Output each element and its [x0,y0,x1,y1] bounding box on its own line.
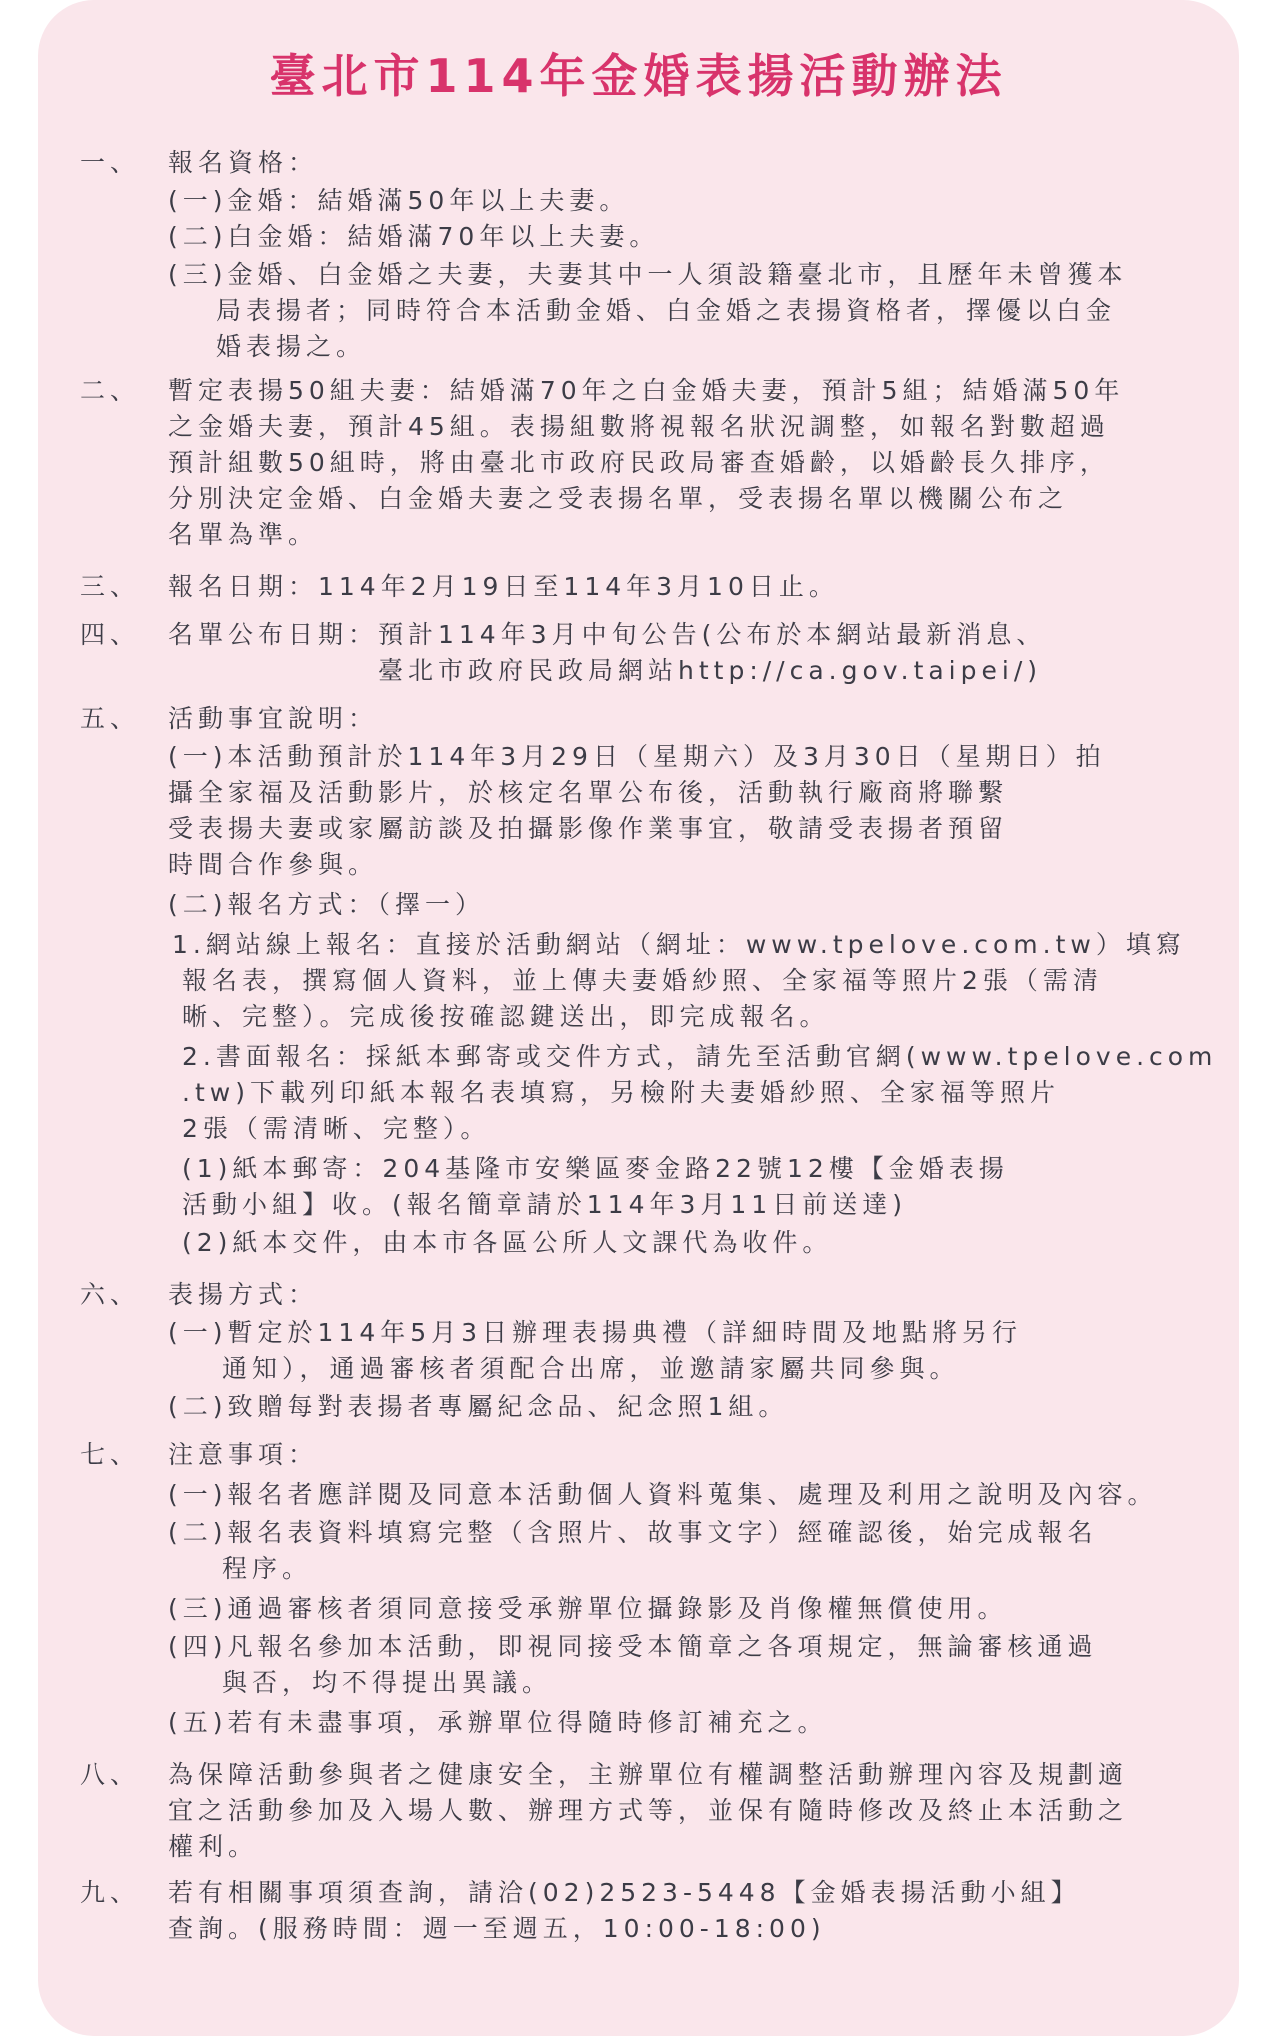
online-registration-line-3: 晰、完整）。完成後按確認鍵送出，即完成報名。 [182,1002,830,1031]
section-5-item-1-line-4: 時間合作參與。 [168,850,379,879]
announcement-date: 名單公布日期：預計114年3月中旬公告(公布於本網站最新消息、 [168,620,1047,649]
registration-dates: 報名日期：114年2月19日至114年3月10日止。 [168,572,839,601]
section-3-number: 三、 [80,572,141,601]
paper-registration-line-3: 2張（需清晰、完整）。 [182,1114,491,1143]
section-1-item-3-line-3: 婚表揚之。 [216,332,367,361]
document-body [38,0,1239,2036]
section-7-item-3: (三)通過審核者須同意接受承辦單位攝錄影及肖像權無償使用。 [168,1594,1008,1623]
section-6-item-2: (二)致贈每對表揚者專屬紀念品、紀念照1組。 [168,1392,789,1421]
section-2-line-4: 分別決定金婚、白金婚夫妻之受表揚名單，受表揚名單以機關公布之 [168,484,1069,513]
page-title: 臺北市114年金婚表揚活動辦法 [269,49,1008,103]
mail-submission: (1)紙本郵寄：204基隆市安樂區麥金路22號12樓【金婚表揚 [182,1154,1009,1183]
section-7-item-5: (五)若有未盡事項，承辦單位得隨時修訂補充之。 [168,1708,828,1737]
section-5-item-1-line-3: 受表揚夫妻或家屬訪談及拍攝影像作業事宜，敬請受表揚者預留 [168,814,1009,843]
online-registration: 1.網站線上報名：直接於活動網站（網址：www.tpelove.com.tw）填寫 [172,930,1186,959]
section-6-number: 六、 [80,1280,141,1309]
section-2-line-5: 名單為準。 [168,520,319,549]
section-7-number: 七、 [80,1440,141,1469]
announcement-website: 臺北市政府民政局網站http://ca.gov.taipei/) [378,656,1043,685]
section-2-line-2: 之金婚夫妻，預計45組。表揚組數將視報名狀況調整，如報名對數超過 [168,412,1110,441]
section-9-number: 九、 [80,1878,141,1907]
in-person-submission: (2)紙本交件，由本市各區公所人文課代為收件。 [182,1228,833,1257]
section-7-item-2-line-2: 程序。 [222,1554,313,1583]
section-1-item-3: (三)金婚、白金婚之夫妻，夫妻其中一人須設籍臺北市，且歷年未曾獲本 [168,260,1128,289]
section-8-line-3: 權利。 [168,1832,259,1861]
section-5-number: 五、 [80,704,141,733]
section-7-heading: 注意事項： [168,1440,319,1469]
section-7-item-1: (一)報名者應詳閱及同意本活動個人資料蒐集、處理及利用之說明及內容。 [168,1480,1158,1509]
section-8-line-1: 為保障活動參與者之健康安全，主辦單位有權調整活動辦理內容及規劃適 [168,1760,1129,1789]
section-7-item-4: (四)凡報名參加本活動，即視同接受本簡章之各項規定，無論審核通過 [168,1632,1098,1661]
section-8-number: 八、 [80,1760,141,1789]
paper-registration: 2.書面報名：採紙本郵寄或交件方式，請先至活動官網(www.tpelove.com [182,1042,1218,1071]
section-5-heading: 活動事宜說明： [168,704,379,733]
section-1-item-1: (一)金婚：結婚滿50年以上夫妻。 [168,186,630,215]
section-2-number: 二、 [80,376,141,405]
section-6-item-1: (一)暫定於114年5月3日辦理表揚典禮（詳細時間及地點將另行 [168,1318,1023,1347]
section-7-item-2: (二)報名表資料填寫完整（含照片、故事文字）經確認後，始完成報名 [168,1518,1098,1547]
section-8-line-2: 宜之活動參加及入場人數、辦理方式等，並保有隨時修改及終止本活動之 [168,1796,1129,1825]
section-1-item-3-line-2: 局表揚者；同時符合本活動金婚、白金婚之表揚資格者，擇優以白金 [216,296,1117,325]
paper-registration-line-2: .tw)下載列印紙本報名表填寫，另檢附夫妻婚紗照、全家福等照片 [182,1078,1060,1107]
service-hours: 查詢。(服務時間：週一至週五，10:00-18:00) [168,1914,826,1943]
mail-submission-line-2: 活動小組】收。(報名簡章請於114年3月11日前送達) [182,1190,907,1219]
section-1-item-2: (二)白金婚：結婚滿70年以上夫妻。 [168,222,660,251]
section-6-heading: 表揚方式： [168,1280,319,1309]
section-5-item-2: (二)報名方式：（擇一） [168,890,486,919]
contact-phone: 若有相關事項須查詢，請洽(02)2523-5448【金婚表揚活動小組】 [168,1878,1081,1907]
section-5-item-1: (一)本活動預計於114年3月29日（星期六）及3月30日（星期日）拍 [168,742,1106,771]
section-1-number: 一、 [80,148,141,177]
section-2-line-1: 暫定表揚50組夫妻：結婚滿70年之白金婚夫妻，預計5組；結婚滿50年 [168,376,1125,405]
section-7-item-4-line-2: 與否，均不得提出異議。 [222,1668,553,1697]
document-card [38,0,1239,2036]
online-registration-line-2: 報名表，撰寫個人資料，並上傳夫妻婚紗照、全家福等照片2張（需清 [182,966,1103,995]
section-2-line-3: 預計組數50組時，將由臺北市政府民政局審查婚齡，以婚齡長久排序， [168,448,1110,477]
section-6-item-1-line-2: 通知），通過審核者須配合出席，並邀請家屬共同參與。 [222,1354,960,1383]
section-5-item-1-line-2: 攝全家福及活動影片，於核定名單公布後，活動執行廠商將聯繫 [168,778,1009,807]
section-4-number: 四、 [80,620,141,649]
section-1-heading: 報名資格： [168,148,319,177]
